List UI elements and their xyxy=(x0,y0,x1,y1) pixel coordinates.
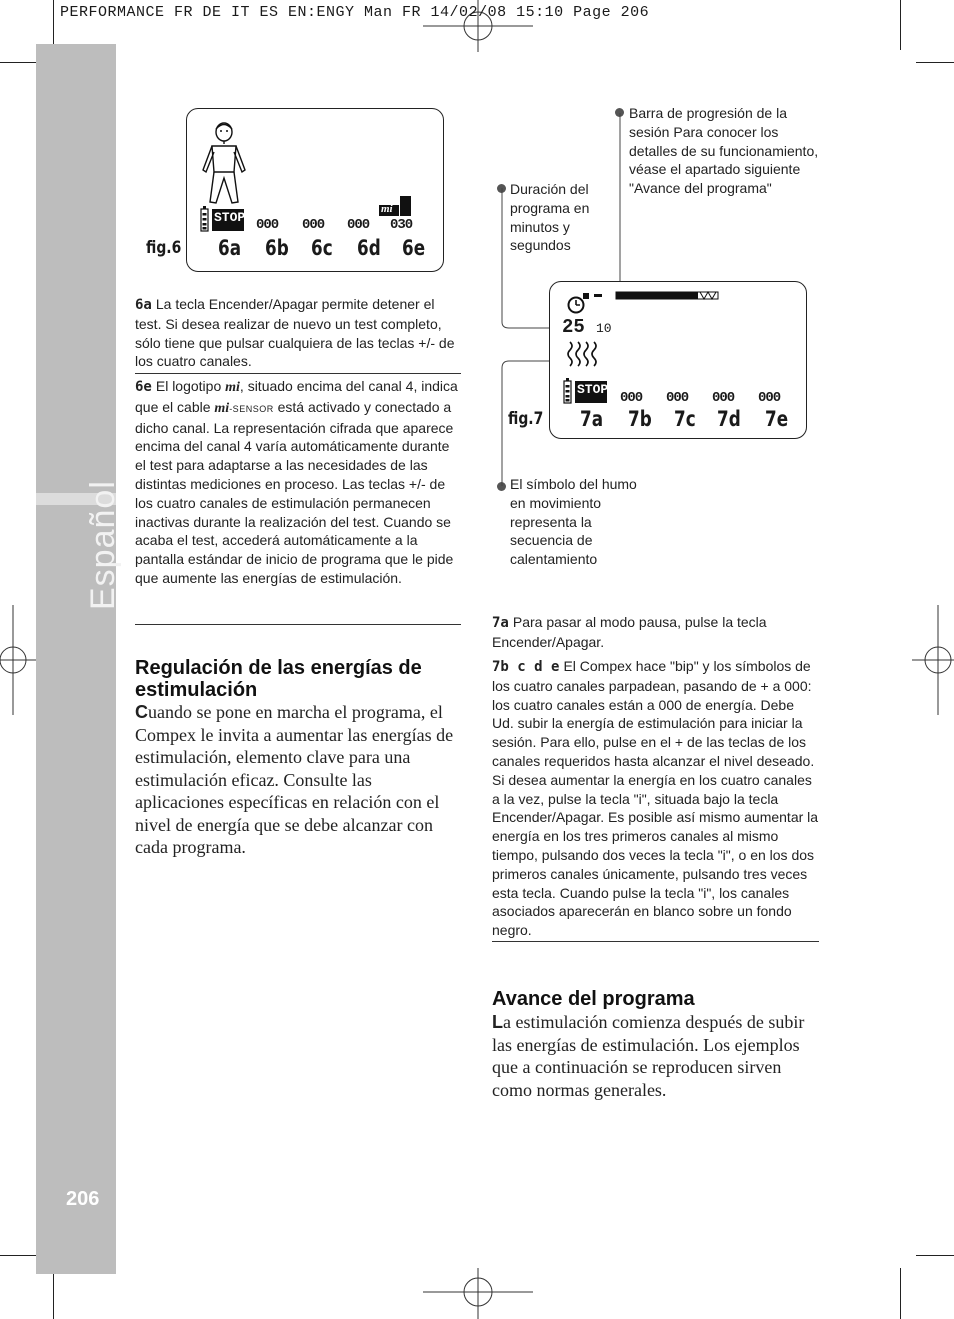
fig6-level-6d: 000 xyxy=(347,217,370,233)
crop-mark xyxy=(0,62,38,63)
crop-mark xyxy=(916,62,954,63)
body-avance: La estimulación comienza después de subir las energías de estimulación. Los ejemplos que a continuación se reproducen sirven como normas generales. xyxy=(492,1012,805,1100)
fig7-label: fig.7 xyxy=(508,409,544,429)
fig7-channel-7b: 7b xyxy=(628,407,652,431)
heading-avance: Avance del programa xyxy=(492,988,695,1010)
fig7-stop-label: STOP xyxy=(577,382,609,397)
divider xyxy=(135,624,461,625)
crop-mark xyxy=(900,0,901,50)
tag-6a: 6a xyxy=(135,297,152,313)
registration-mark-bottom xyxy=(423,1268,533,1319)
fig7-level-7b: 000 xyxy=(620,390,643,406)
fig7-level-7e: 000 xyxy=(758,390,781,406)
registration-mark-left xyxy=(0,605,40,715)
fig6-channel-6e: 6e xyxy=(402,236,426,260)
duration-seconds: 10 xyxy=(596,321,612,336)
fig6-level-6e: 030 xyxy=(390,217,413,233)
fig6-channel-6c: 6c xyxy=(311,236,333,260)
fig6-channel-6a: 6a xyxy=(218,236,242,260)
fig7-channel-7c: 7c xyxy=(674,407,696,431)
divider xyxy=(135,373,461,374)
fig7-channel-7d: 7d xyxy=(717,407,741,431)
crop-mark xyxy=(0,1255,38,1256)
heading-regulacion: Regulación de las energías de estimulación xyxy=(135,657,422,701)
paragraph-7a: 7a Para pasar al modo pausa, pulse la tecla Encender/Apagar. xyxy=(492,614,767,650)
mi-sensor-logo: mi xyxy=(214,400,230,416)
tag-7a: 7a xyxy=(492,615,509,631)
tag-7bcde: 7b c d e xyxy=(492,659,560,675)
fig7-level-7c: 000 xyxy=(666,390,689,406)
paragraph-6a xyxy=(135,295,461,371)
body-figure-icon xyxy=(198,120,248,208)
paragraph-7bcde: 7b c d e El Compex hace "bip" y los símbolos de los cuatro canales parpadean, pasando de + a 000: los cuatro canales están a 000 de energía. Debe Ud. subir la energía de estimulación para iniciar la sesión. Para ello, pulse en el + de las teclas de los canales requeridos hasta alcanzar el nivel deseado. Si desea aumentar la energía en los cuatro canales a la vez, pulse la tecla "i", situada bajo la tecla Encender/Apagar. Es posible así mismo aumentar la energía en los tres primeros canales al mismo tiempo, pulsando dos veces la tecla "i", o en los dos primeros canales únicamente, pulsando tres veces esta tecla. Cuando pulse la tecla "i", los canales asociados aparecerán en blanco sobre un fondo negro. xyxy=(492,658,819,939)
crop-mark xyxy=(916,1255,954,1256)
language-sidebar xyxy=(36,44,116,1274)
fig7-level-7d: 000 xyxy=(712,390,735,406)
callout-smoke: El símbolo del humo en movimiento representa la secuencia de calentamiento xyxy=(510,476,637,568)
page-number: 206 xyxy=(66,1188,100,1210)
smoke-icon xyxy=(566,340,598,370)
fig6-channel-6b: 6b xyxy=(265,236,289,260)
mi-logo-text: mi xyxy=(381,203,393,215)
fig6-channel-6d: 6d xyxy=(357,236,381,260)
registration-mark-right xyxy=(912,605,954,715)
sensor-label: -SENSOR xyxy=(229,403,274,414)
dropcap: L xyxy=(492,1012,503,1032)
level-bar-icon xyxy=(400,196,411,216)
clock-progress-icon xyxy=(566,286,726,316)
duration-minutes: 25 xyxy=(562,316,585,338)
crop-mark xyxy=(900,1268,901,1319)
divider xyxy=(492,941,819,942)
fig6-level-6b: 000 xyxy=(256,217,279,233)
mi-inline-logo: mi xyxy=(225,380,240,395)
callout-progress-bar: Barra de progresión de la sesión Para conocer los detalles de su funcionamiento, véase el apartado siguiente "Avance del programa" xyxy=(629,105,819,197)
fig6-level-6c: 000 xyxy=(302,217,325,233)
fig7-channel-7a: 7a xyxy=(580,407,604,431)
tag-6e: 6e xyxy=(135,379,152,395)
fig6-stop-label: STOP xyxy=(214,210,246,225)
dropcap: C xyxy=(135,702,148,722)
crop-mark xyxy=(53,1268,54,1319)
crop-mark xyxy=(53,0,54,50)
callout-duration: Duración del programa en minutos y segundos xyxy=(510,181,590,254)
fig6-label: fig.6 xyxy=(146,238,182,258)
print-slug: PERFORMANCE FR DE IT ES EN:ENGY Man FR 14/02/08 15:10 Page 206 xyxy=(60,4,650,21)
body-regulacion: Cuando se pone en marcha el programa, el Compex le invita a aumentar las energías de estimulación, elemento clave para una estimulación eficaz. Consulte las aplicaciones específicas en relación con el nivel de energía que se debe alcanzar con cada programa. xyxy=(135,702,454,857)
language-label: Español xyxy=(84,480,122,610)
fig7-channel-7e: 7e xyxy=(765,407,789,431)
paragraph-6e: 6e El logotipo mi, situado encima del canal 4, indica que el cable mi-SENSOR está activado y conectado a dicho canal. La representación cifrada que aparece encima del canal 4 varía automáticamente durante el test para adaptarse a las necesidades de las distintas mediciones en proceso. Las teclas +/- de los cuatro canales de estimulación permanecen inactivas durante la realización del test. Cuando se acaba el test, accederá automáticamente a la pantalla estándar de inicio de programa que le pide que aumente las energías de estimulación. xyxy=(135,378,458,586)
paragraph-6a-text: La tecla Encender/Apagar permite detener el test. Si desea realizar de nuevo un test completo, sólo tiene que pulsar cualquiera de las teclas +/- de los cuatro canales. xyxy=(135,296,455,370)
